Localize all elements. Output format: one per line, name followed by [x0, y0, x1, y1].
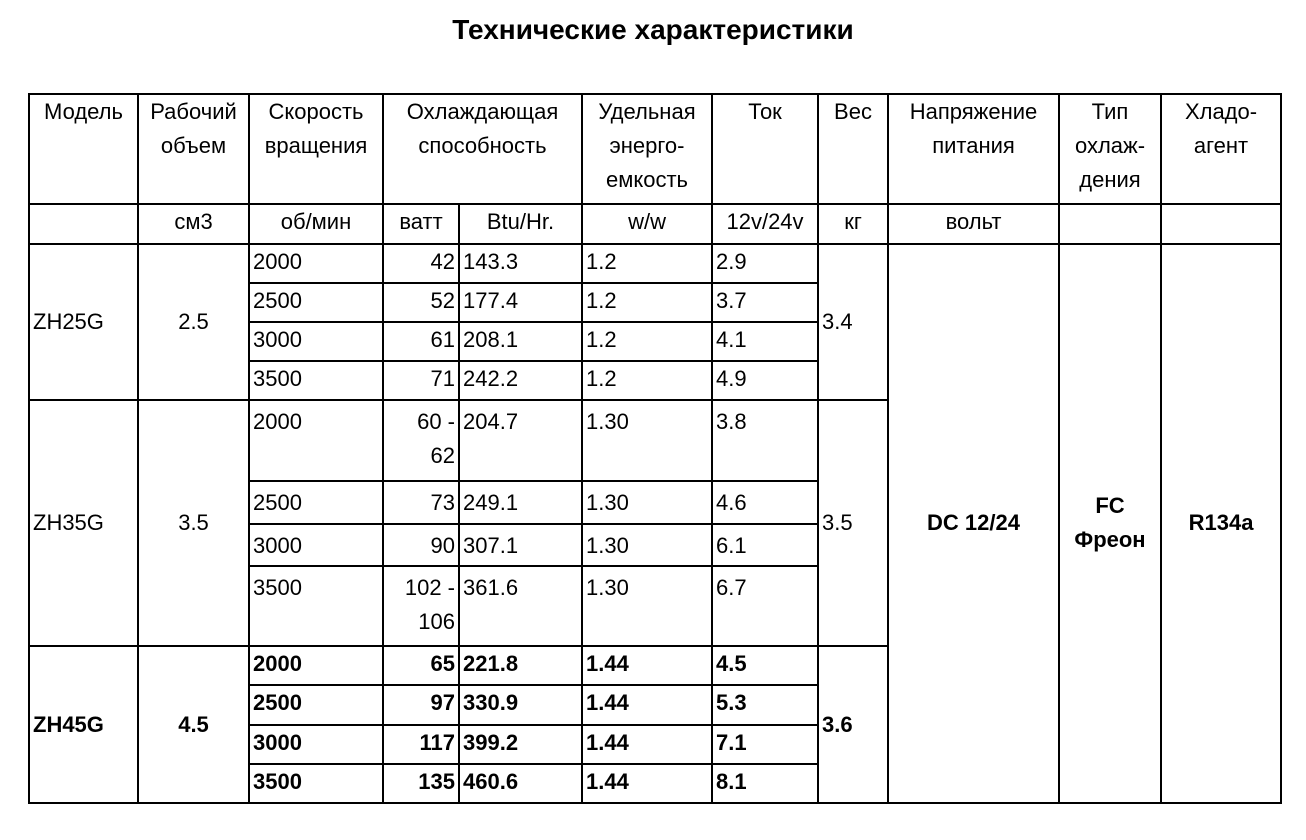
cell-ww: 1.30 — [582, 400, 712, 480]
cell-current: 3.8 — [712, 400, 818, 480]
cell-current: 4.1 — [712, 322, 818, 361]
cell-btu: 208.1 — [459, 322, 582, 361]
cell-watt: 52 — [383, 283, 459, 322]
cell-current: 6.1 — [712, 524, 818, 566]
cell-current: 4.5 — [712, 646, 818, 685]
header-current: Ток — [712, 94, 818, 204]
unit-current: 12v/24v — [712, 204, 818, 243]
cell-watt: 102 - 106 — [383, 566, 459, 646]
cell-btu: 307.1 — [459, 524, 582, 566]
model-weight: 3.4 — [818, 244, 888, 401]
model-name: ZH35G — [29, 400, 138, 646]
cell-btu: 221.8 — [459, 646, 582, 685]
header-model: Модель — [29, 94, 138, 204]
unit-cooltype — [1059, 204, 1161, 243]
cell-watt: 60 - 62 — [383, 400, 459, 480]
unit-btu: Btu/Hr. — [459, 204, 582, 243]
cell-btu: 460.6 — [459, 764, 582, 803]
model-weight: 3.5 — [818, 400, 888, 646]
header-cooling: Охлаждающая способность — [383, 94, 582, 204]
cell-watt: 135 — [383, 764, 459, 803]
unit-weight: кг — [818, 204, 888, 243]
cell-watt: 73 — [383, 481, 459, 524]
cell-btu: 204.7 — [459, 400, 582, 480]
model-weight: 3.6 — [818, 646, 888, 803]
header-voltage: Напряжение питания — [888, 94, 1059, 204]
cell-ww: 1.2 — [582, 283, 712, 322]
cell-btu: 177.4 — [459, 283, 582, 322]
cell-watt: 117 — [383, 725, 459, 764]
cell-rpm: 2500 — [249, 685, 383, 724]
header-volume: Рабочий объем — [138, 94, 249, 204]
cell-ww: 1.2 — [582, 361, 712, 400]
cell-btu: 399.2 — [459, 725, 582, 764]
cell-current: 7.1 — [712, 725, 818, 764]
cell-btu: 361.6 — [459, 566, 582, 646]
cell-ww: 1.2 — [582, 322, 712, 361]
cell-ww: 1.44 — [582, 646, 712, 685]
header-row — [29, 94, 1281, 204]
voltage-value: DC 12/24 — [888, 244, 1059, 803]
cell-watt: 71 — [383, 361, 459, 400]
page-title: Технические характеристики — [452, 14, 854, 45]
spec-table — [28, 93, 1282, 804]
cell-ww: 1.30 — [582, 566, 712, 646]
units-row — [29, 204, 1281, 243]
cell-current: 5.3 — [712, 685, 818, 724]
cell-ww: 1.44 — [582, 764, 712, 803]
cell-ww: 1.2 — [582, 244, 712, 283]
cell-rpm: 3000 — [249, 725, 383, 764]
cell-current: 4.9 — [712, 361, 818, 400]
unit-volume: см3 — [138, 204, 249, 243]
unit-model — [29, 204, 138, 243]
header-speed: Скорость вращения — [249, 94, 383, 204]
cell-btu: 330.9 — [459, 685, 582, 724]
cell-rpm: 3500 — [249, 764, 383, 803]
cell-current: 6.7 — [712, 566, 818, 646]
refrigerant-value: R134a — [1161, 244, 1281, 803]
cell-current: 3.7 — [712, 283, 818, 322]
cell-ww: 1.44 — [582, 725, 712, 764]
model-name: ZH45G — [29, 646, 138, 803]
model-name: ZH25G — [29, 244, 138, 401]
cell-rpm: 3000 — [249, 524, 383, 566]
cell-current: 2.9 — [712, 244, 818, 283]
table-row — [29, 244, 1281, 283]
cell-rpm: 2500 — [249, 481, 383, 524]
unit-watt: ватт — [383, 204, 459, 243]
cell-watt: 42 — [383, 244, 459, 283]
header-specific: Удельная энерго- емкость — [582, 94, 712, 204]
cell-rpm: 2000 — [249, 646, 383, 685]
cell-watt: 90 — [383, 524, 459, 566]
cell-btu: 242.2 — [459, 361, 582, 400]
cell-btu: 143.3 — [459, 244, 582, 283]
cell-rpm: 2000 — [249, 400, 383, 480]
header-weight: Вес — [818, 94, 888, 204]
unit-ww: w/w — [582, 204, 712, 243]
unit-refrigerant — [1161, 204, 1281, 243]
cell-current: 4.6 — [712, 481, 818, 524]
cell-watt: 65 — [383, 646, 459, 685]
cell-rpm: 2500 — [249, 283, 383, 322]
cell-rpm: 3500 — [249, 566, 383, 646]
cell-current: 8.1 — [712, 764, 818, 803]
model-volume: 2.5 — [138, 244, 249, 401]
cell-watt: 61 — [383, 322, 459, 361]
header-cooltype: Тип охлаж- дения — [1059, 94, 1161, 204]
model-volume: 4.5 — [138, 646, 249, 803]
model-volume: 3.5 — [138, 400, 249, 646]
cell-watt: 97 — [383, 685, 459, 724]
header-refrigerant: Хладо- агент — [1161, 94, 1281, 204]
cooltype-value: FC Фреон — [1059, 244, 1161, 803]
cell-rpm: 3500 — [249, 361, 383, 400]
cell-btu: 249.1 — [459, 481, 582, 524]
cell-ww: 1.44 — [582, 685, 712, 724]
unit-voltage: вольт — [888, 204, 1059, 243]
cell-ww: 1.30 — [582, 481, 712, 524]
cell-rpm: 3000 — [249, 322, 383, 361]
cell-rpm: 2000 — [249, 244, 383, 283]
unit-speed: об/мин — [249, 204, 383, 243]
cell-ww: 1.30 — [582, 524, 712, 566]
